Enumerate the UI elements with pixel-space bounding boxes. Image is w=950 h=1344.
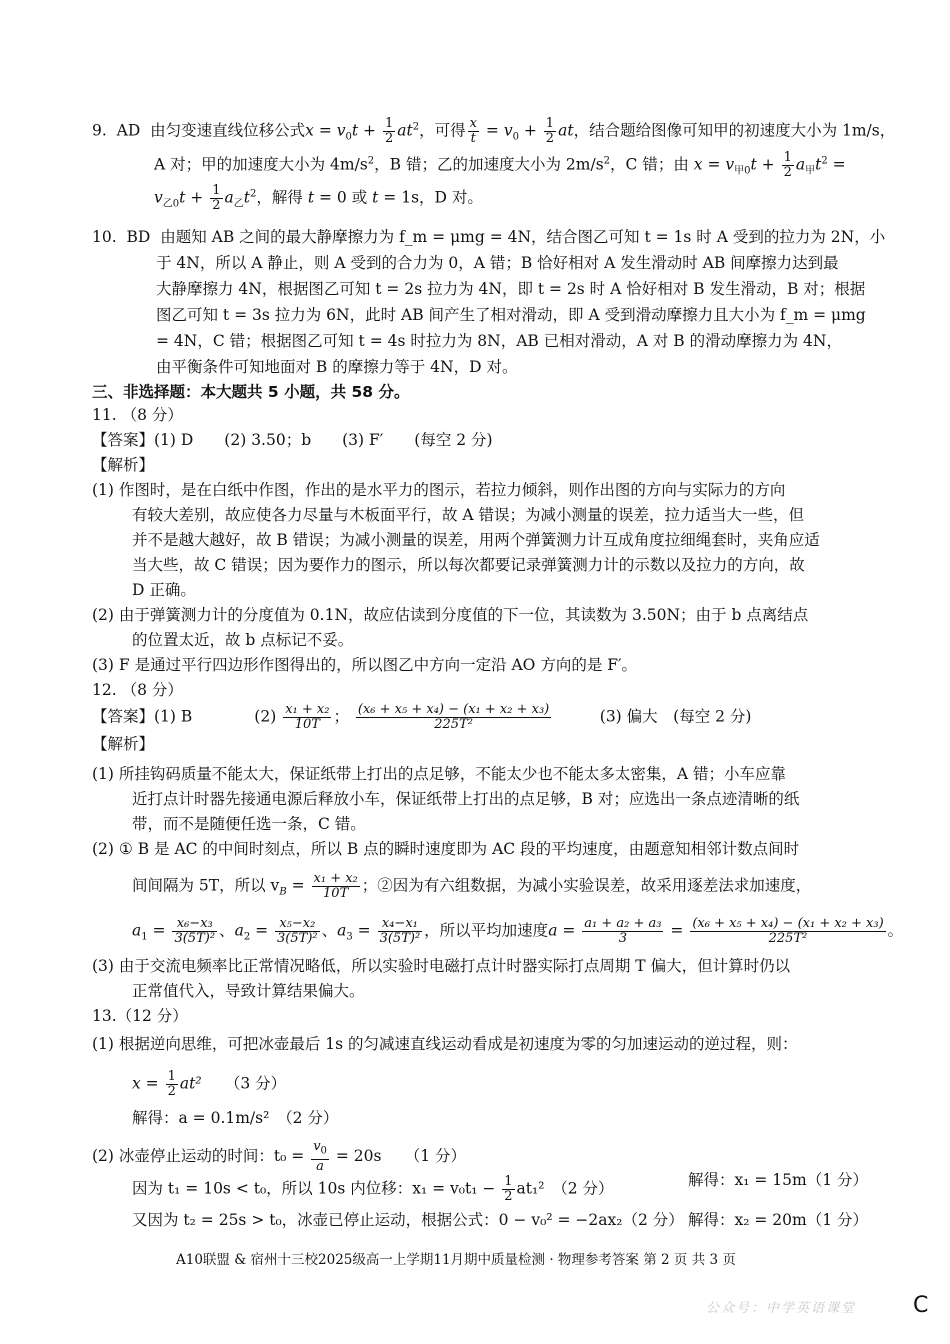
q12-p2-l3: $a_1$ = $\frac{\text{x₆−x₃}}{\text{3(5T)²}}$ 、$a_2$ = $\frac{\text{x₅−x₂}}{\text{3(5T)²}}$ 、$a_3$ = $\frac{\text{x₄−x₁}}{\text{3(5T)²}}$ ，所以平均加速度a = $\frac{\text{a₁ + a₂ + a₃}}{3}$ = $\frac{\text{(x₆ + x₅ + x₄) − (x₁ + x₂ + x₃)}}{\text{225T²}}$ 。 — [132, 916, 904, 946]
q12-p3-l1: (3) 由于交流电频率比正常情况略低，所以实验时电磁打点计时器实际打点周期 T 偏大，但计算时仍以 — [92, 957, 791, 975]
q10-line1: 10. BD 由题知 AB 之间的最大静摩擦力为 f_m = μmg = 4N，结合图乙可知 t = 1s 时 A 受到的拉力为 2N，小 — [92, 228, 886, 246]
q13-p1: (1) 根据逆向思维，可把冰壶最后 1s 的匀减速直线运动看成是初速度为零的匀加速运动的逆过程，则： — [92, 1035, 798, 1053]
q11-jiexi: 【解析】 — [92, 456, 155, 474]
q11-p1-l2: 有较大差别，故应使各力尽量与木板面平行，故 A 错误；为减小测量的误差，拉力适当大一些，但 — [132, 506, 805, 524]
section-heading: 三、非选择题：本大题共 5 小题，共 58 分。 — [92, 383, 410, 401]
q13-p2: (2) 冰壶停止运动的时间：t₀ = $\frac{v_0}{a}$ = 20s （1 分） — [92, 1139, 466, 1174]
q12-heading: 12. （8 分） — [92, 681, 183, 699]
q13-p2-line3: 又因为 t₂ = 25s > t₀，冰壶已停止运动，根据公式：0 − v₀² = −2ax₂（2 分） — [132, 1211, 684, 1229]
q11-heading: 11. （8 分） — [92, 406, 183, 424]
q10-line3: 大静摩擦力 4N，根据图乙可知 t = 2s 拉力为 4N，即 t = 2s 时 A 恰好相对 B 发生滑动，B 对；根据 — [156, 280, 866, 298]
q12-p2-l1: (2) ① B 是 AC 的中间时刻点，所以 B 点的瞬时速度即为 AC 段的平均速度，由题意知相邻计数点间时 — [92, 840, 800, 858]
q13-p2-line2: 因为 t₁ = 10s < t₀，所以 10s 内位移：x₁ = v₀t₁ − $\frac{1}{2}$ at₁² （2 分） — [132, 1174, 614, 1204]
q12-p3-l2: 正常值代入，导致计算结果偏大。 — [132, 982, 365, 1000]
q12-p1-l2: 近打点计时器先接通电源后释放小车，保证纸带上打出的点足够，B 对；应选出一条点迹清晰的纸 — [132, 790, 800, 808]
q13-solve2: 解得：x₁ = 15m（1 分） — [688, 1171, 869, 1189]
q13-heading: 13.（12 分） — [92, 1007, 188, 1025]
q9-line3: $v_{乙0}t$ + $\frac{1}{2}$ $a_乙t^2$，解得 t = 0 或 t = 1s，D 对。 — [154, 183, 483, 213]
q11-p1-l5: D 正确。 — [132, 581, 196, 599]
q12-p2-l2: 间间隔为 5T，所以 $v_B$ = $\frac{\text{x₁ + x₂}}{10T}$ ；②因为有六组数据，为减小实验误差，故采用逐差法求加速度， — [132, 871, 812, 901]
q12-jiexi: 【解析】 — [92, 735, 155, 753]
q12-frac2: $\frac{\text{(x₆ + x₅ + x₄) − (x₁ + x₂ + x₃)}}{\text{225T²}}$ — [357, 702, 550, 732]
q12-answer: 【答案】(1) B (2) $\frac{\text{x₁ + x₂}}{10T}$ ； $\frac{\text{(x₆ + x₅ + x₄) − (x₁ + x₂ + x₃)}}{\text{225T²}}$ (3) 偏大 (每空 2 分) — [92, 702, 752, 732]
q13-solve1: 解得：a = 0.1m/s² （2 分） — [132, 1109, 339, 1127]
q11-p1-l4: 当大些，故 C 错误；因为要作力的图示，所以每次都要记录弹簧测力计的示数以及拉力的方向，故 — [132, 556, 805, 574]
corner-letter: C — [913, 1293, 929, 1318]
q11-p3: (3) F 是通过平行四边形作图得出的，所以图乙中方向一定沿 AO 方向的是 F′。 — [92, 656, 638, 674]
watermark: 公众号：中学英语课堂 — [706, 1301, 857, 1316]
q10-line6: 由平衡条件可知地面对 B 的摩擦力等于 4N，D 对。 — [156, 358, 518, 376]
q10-line5: = 4N，C 错；根据图乙可知 t = 4s 时拉力为 8N，AB 已相对滑动，A 对 B 的滑动摩擦力为 4N， — [156, 332, 842, 350]
q10-line4: 图乙可知 t = 3s 拉力为 6N，此时 AB 间产生了相对滑动，即 A 受到滑动摩擦力且大小为 f_m = μmg — [156, 306, 866, 324]
q13-eq1: x = $\frac{1}{2}$ at² （3 分） — [132, 1069, 287, 1099]
q11-p2-l1: (2) 由于弹簧测力计的分度值为 0.1N，故应估读到分度值的下一位，其读数为 3.50N；由于 b 点离结点 — [92, 606, 809, 624]
page-footer: A10联盟 & 宿州十三校2025级高一上学期11月期中质量检测 · 物理参考答案 第 2 页 共 3 页 — [176, 1252, 736, 1268]
q10-line2: 于 4N，所以 A 静止，则 A 受到的合力为 0，A 错；B 恰好相对 A 发生滑动时 AB 间摩擦力达到最 — [156, 254, 839, 272]
q9-line1: 9. AD 由匀变速直线位移公式$x = v_0t$ + $\frac{1}{2}$ $at^2$，可得 $\frac{x}{t}$ = $v_0$ + $\frac{1}{2}$ at，结合题给图像可知甲的初速度大小为 1m/s， — [92, 116, 896, 146]
q11-p2-l2: 的位置太近，故 b 点标记不妥。 — [132, 631, 354, 649]
q11-answer: 【答案】(1) D (2) 3.50；b (3) F′ (每空 2 分) — [92, 431, 493, 449]
q12-p1-l1: (1) 所挂钩码质量不能太大，保证纸带上打出的点足够，不能太少也不能太多太密集，A 错；小车应靠 — [92, 765, 787, 783]
q12-frac1: $\frac{\text{x₁ + x₂}}{10T}$ — [285, 702, 330, 732]
q11-p1-l1: (1) 作图时，是在白纸中作图，作出的是水平力的图示，若拉力倾斜，则作出图的方向与实际力的方向 — [92, 481, 786, 499]
q9-line2: A 对；甲的加速度大小为 $4m/s^2$，B 错；乙的加速度大小为 $2m/s^2$，C 错；由 $x = v_{甲0}t$ + $\frac{1}{2}$ $a_甲t^2$ = — [154, 150, 846, 180]
q13-solve3: 解得：x₂ = 20m（1 分） — [688, 1211, 869, 1229]
q11-p1-l3: 并不是越大越好，故 B 错误；为减小测量的误差，用两个弹簧测力计互成角度拉细绳套时，夹角应适 — [132, 531, 820, 549]
q12-p1-l3: 带，而不是随便任选一条，C 错。 — [132, 815, 366, 833]
